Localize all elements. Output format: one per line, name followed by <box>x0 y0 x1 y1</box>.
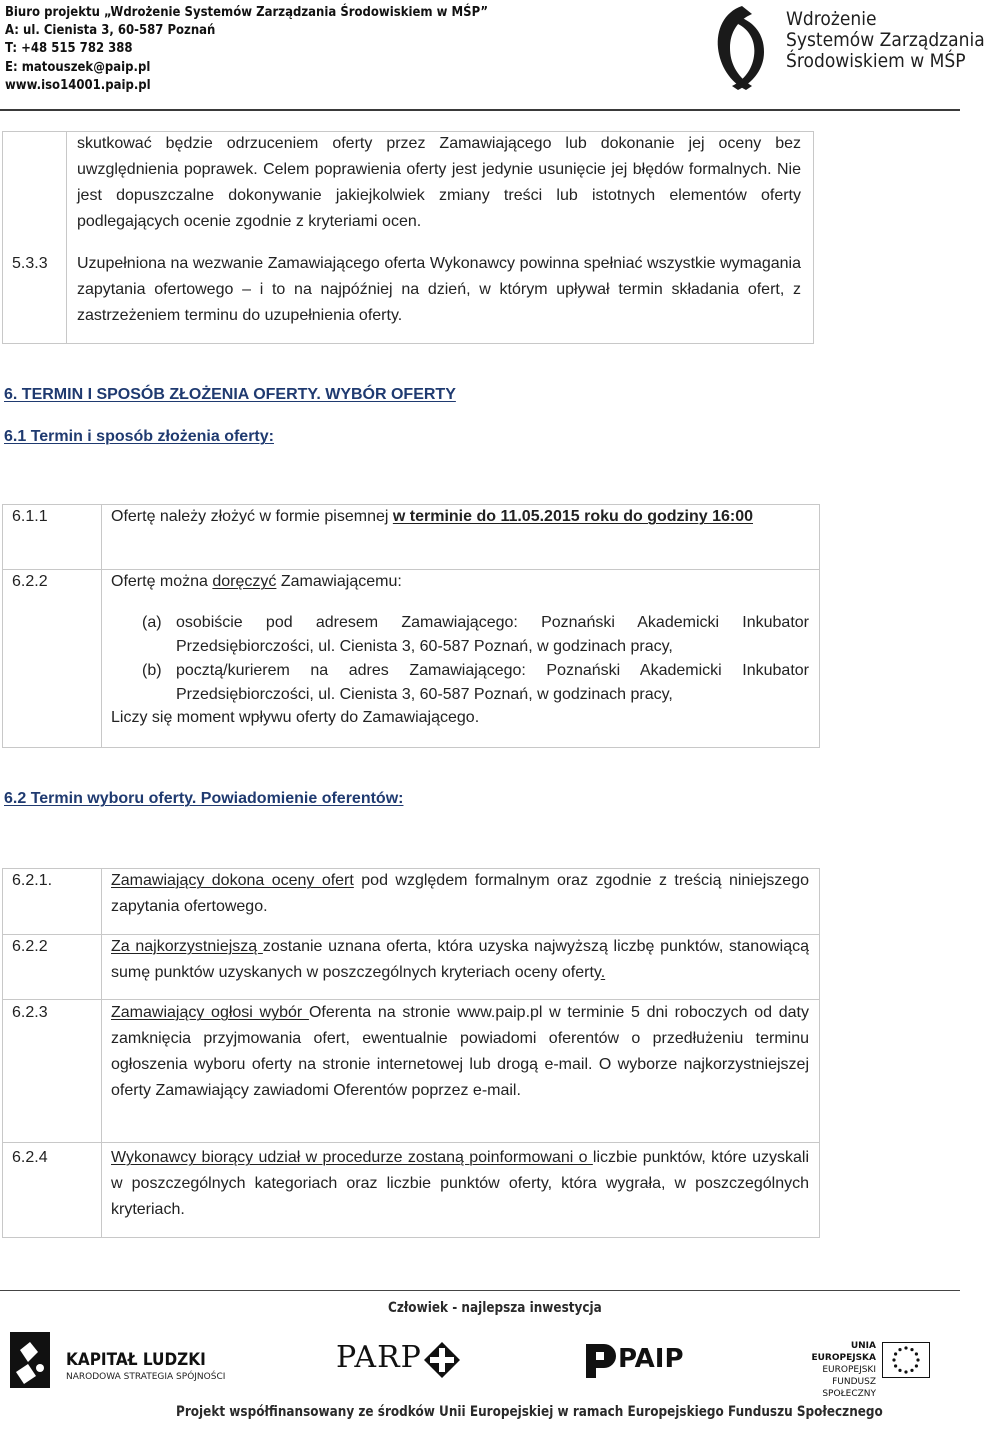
logo-text-line-1: Wdrożenie <box>786 8 877 30</box>
kapital-ludzki-logo <box>6 1328 226 1394</box>
item-number-6-2-1: 6.2.1. <box>12 872 53 889</box>
option-a <box>142 611 809 659</box>
parp-text: PARP <box>336 1340 422 1375</box>
project-logo-text <box>786 9 985 72</box>
eu-text-block <box>790 1340 876 1400</box>
table-divider <box>101 504 102 747</box>
item-6-2-1-under: Zamawiający dokona oceny ofert <box>111 872 354 889</box>
item-6-2-2-post: Zamawiającemu: <box>276 573 402 590</box>
item-6-2-4-text <box>111 1145 809 1223</box>
item-number-6-2-4: 6.2.4 <box>12 1149 48 1166</box>
option-a-text: osobiście pod adresem Zamawiającego: Poznański Akademicki Inkubator Przedsiębiorczości, ul. Cienista 3, 60-587 Poznań, w godzinach pracy, <box>176 614 809 655</box>
logo-text-line-2: Systemów Zarządzania <box>786 29 985 51</box>
paip-emblem-icon <box>584 1340 618 1380</box>
footer-divider <box>0 1290 960 1291</box>
item-6-1-1-text <box>111 504 809 530</box>
contact-line-phone: T: +48 515 782 388 <box>5 40 133 57</box>
parp-diamond-icon <box>422 1340 462 1380</box>
item-6-2-2-deliver: doręczyć <box>212 573 277 590</box>
item-number-6-2-2b: 6.2.2 <box>12 938 48 955</box>
parp-logo <box>336 1338 466 1382</box>
item-number-6-2-2: 6.2.2 <box>12 573 48 590</box>
item-6-1-1-text-a: Ofertę należy złożyć w formie pisemnej <box>111 508 393 525</box>
item-6-2-2b-rest: zostanie uznana oferta, która uzyska najwyższą liczbę punktów, stanowiącą sumę punktów uzyskanych w poszczególnych kryteriach oceny oferty <box>111 938 809 981</box>
eu-esf-logo <box>790 1340 950 1399</box>
contact-line-email: E: matouszek@paip.pl <box>5 58 151 75</box>
header-divider <box>0 109 960 111</box>
option-a-label: (a) <box>142 614 162 631</box>
paip-logo <box>584 1338 684 1382</box>
item-6-2-4-under: Wykonawcy biorący udział w procedurze zostaną poinformowani o <box>111 1149 593 1166</box>
section-6-2-heading: 6.2 Termin wyboru oferty. Powiadomienie oferentów: <box>4 790 404 807</box>
section-6-heading: 6. TERMIN I SPOSÓB ZŁOŻENIA OFERTY. WYBÓR OFERTY <box>4 386 456 403</box>
item-6-2-3-text <box>111 1000 809 1104</box>
option-b-label: (b) <box>142 662 162 679</box>
item-6-2-2b-under: Za najkorzystniejszą <box>111 938 263 955</box>
item-number-5-3-3: 5.3.3 <box>12 255 48 272</box>
contact-line-project: Biuro projektu „Wdrożenie Systemów Zarządzania Środowiskiem w MŚP” <box>5 4 489 20</box>
footer-slogan: Człowiek - najlepsza inwestycja <box>388 1300 602 1316</box>
option-b-text: pocztą/kurierem na adres Zamawiającego: Poznański Akademicki Inkubator Przedsiębiorczości, ul. Cienista 3, 60-587 Poznań, w godzinach pracy, <box>176 662 809 703</box>
kapital-ludzki-subtitle: NARODOWA STRATEGIA SPÓJNOŚCI <box>66 1372 226 1382</box>
item-number-6-1-1: 6.1.1 <box>12 508 48 525</box>
arrival-time-note: Liczy się moment wpływu oferty do Zamawiającego. <box>111 709 480 726</box>
logo-text-line-3: Środowiskiem w MŚP <box>786 50 966 72</box>
item-6-2-3-under: Zamawiający ogłosi wybór <box>111 1004 309 1021</box>
table-divider <box>101 868 102 1237</box>
project-logo-icon <box>712 2 774 94</box>
header-contact <box>5 3 488 94</box>
item-6-2-4-rest: liczbie punktów, które uzyskali w poszczególnych kategoriach oraz liczbie punktów oferty, która wygrała, w poszczególnych kryteriach. <box>111 1149 809 1218</box>
footer-cofinancing-note: Projekt współfinansowany ze środków Unii Europejskiej w ramach Europejskiego Funduszu Społecznego <box>176 1404 883 1420</box>
item-6-2-2b-dot: . <box>600 964 606 981</box>
item-6-2-2-text <box>111 569 809 595</box>
item-6-2-1-rest: pod względem formalnym oraz zgodnie z treścią niniejszego zapytania ofertowego. <box>111 872 809 915</box>
item-6-2-2b-text <box>111 934 809 986</box>
paip-text: PAIP <box>618 1344 684 1374</box>
eu-flag-icon <box>882 1342 930 1378</box>
eu-line-1: UNIA EUROPEJSKA <box>811 1341 876 1363</box>
item-6-2-3-rest: Oferenta na stronie www.paip.pl w terminie 5 dni roboczych od daty zamknięcia przyjmowania ofert, ewentualnie powiadomi oferentów o przedłużeniu terminu ogłoszenia wyboru oferty na stronie internetowej lub drogą e-mail. O wyborze najkorzystniejszej oferty Zamawiający zawiadomi Oferentów poprzez e-mail. <box>111 1004 810 1099</box>
item-5-3-3-text: Uzupełniona na wezwanie Zamawiającego oferta Wykonawcy powinna spełniać wszystkie wymagania zapytania ofertowego – i to na najpóźniej na dzień, w którym upływał termin składania ofert, z zastrzeżeniem terminu do uzupełnienia oferty. <box>77 255 801 324</box>
item-6-2-2-pre: Ofertę można <box>111 573 213 590</box>
item-6-2-1-text <box>111 868 809 920</box>
eu-line-2: EUROPEJSKI <box>822 1365 876 1375</box>
option-b <box>142 659 809 707</box>
table-row-divider <box>2 1142 820 1143</box>
submission-deadline: w terminie do 11.05.2015 roku do godziny 16:00 <box>392 508 753 525</box>
kapital-ludzki-title: KAPITAŁ LUDZKI <box>66 1350 206 1370</box>
section-6-1-heading: 6.1 Termin i sposób złożenia oferty: <box>4 428 274 445</box>
paragraph-offer-corrections: skutkować będzie odrzuceniem oferty przez Zamawiającego lub dokonanie jej oceny bez uwzględnienia poprawek. Celem poprawienia oferty jest jedynie usunięcie jej błędów formalnych. Nie jest dopuszczalne dokonywanie jakiejkolwiek zmiany treści lub istotnych elementów oferty podlegających ocenie zgodnie z kryteriami ocen. <box>77 135 801 230</box>
contact-line-website: www.iso14001.paip.pl <box>5 76 151 93</box>
eu-line-3: FUNDUSZ SPOŁECZNY <box>822 1377 876 1399</box>
table-divider <box>66 131 67 343</box>
kapital-ludzki-emblem-icon <box>6 1328 54 1392</box>
item-number-6-2-3: 6.2.3 <box>12 1004 48 1021</box>
contact-line-address: A: ul. Cienista 3, 60-587 Poznań <box>5 22 216 39</box>
